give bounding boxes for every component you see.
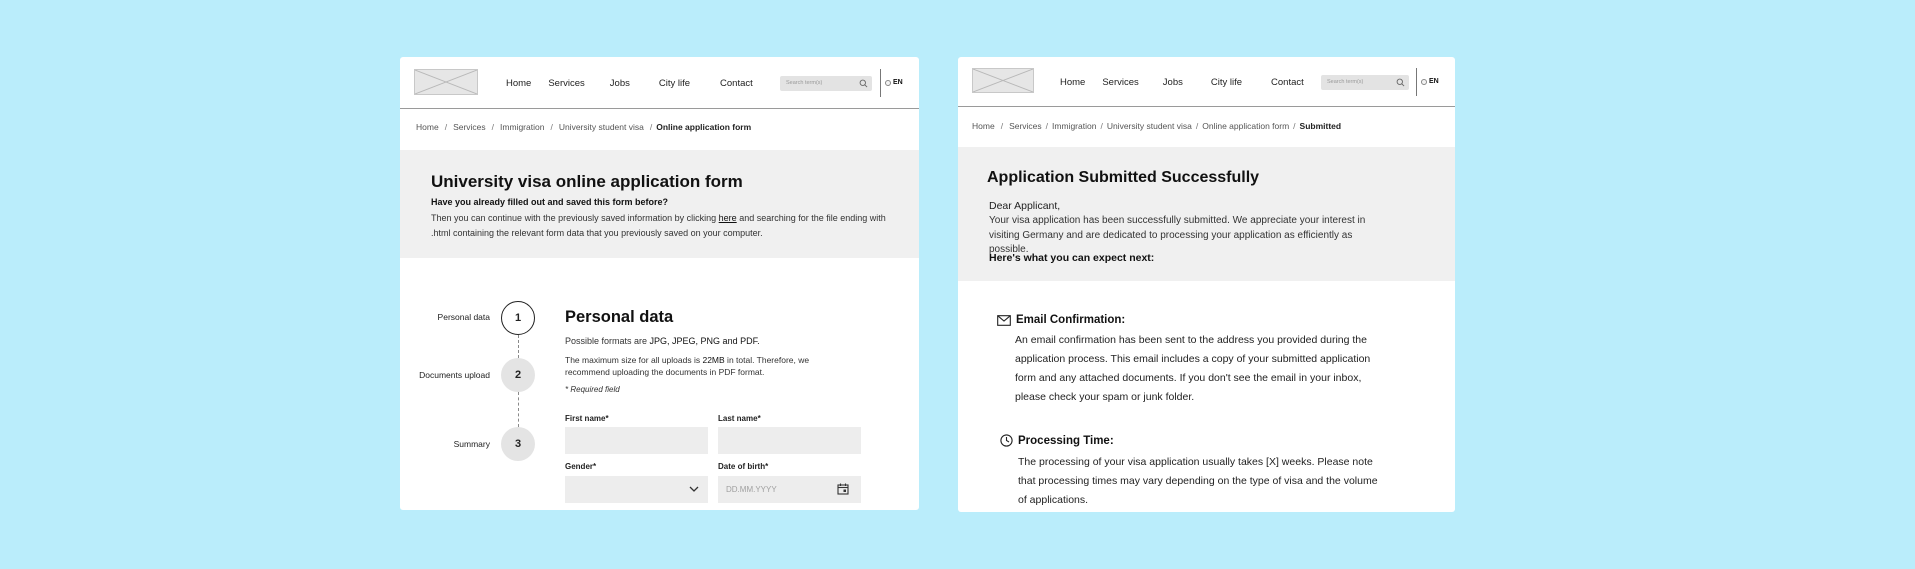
- intro-text-part2: and searching for the file ending with .html containing the relevant form data that you previously saved on your computer.: [431, 213, 886, 238]
- processing-time-title: Processing Time:: [1018, 434, 1114, 447]
- nav-home[interactable]: Home: [1060, 76, 1086, 88]
- step-2-circle[interactable]: 2: [501, 358, 535, 392]
- search-input[interactable]: [780, 76, 872, 91]
- breadcrumb: Home / Services / Immigration / University student visa / Online application form / Submitted: [972, 121, 1342, 131]
- calendar-icon[interactable]: [837, 483, 849, 495]
- breadcrumb-current: Online application form: [656, 122, 752, 132]
- breadcrumb-home[interactable]: Home: [972, 121, 995, 131]
- language-label: EN: [893, 79, 903, 86]
- step-connector: [518, 335, 519, 358]
- chevron-down-icon: [689, 486, 699, 493]
- email-confirmation-heading: [997, 314, 1125, 326]
- globe-icon: [885, 80, 891, 86]
- dob-placeholder: DD.MM.YYYY: [726, 485, 777, 494]
- language-selector[interactable]: [1421, 78, 1439, 85]
- clock-icon: [1000, 434, 1013, 447]
- breadcrumb: Home / Services / Immigration / University student visa / Online application form: [416, 122, 752, 132]
- header-divider: [1416, 68, 1417, 96]
- site-header: [400, 57, 919, 109]
- nav-jobs[interactable]: Jobs: [1162, 76, 1183, 88]
- nav-jobs[interactable]: Jobs: [609, 77, 630, 89]
- step-connector: [518, 392, 519, 427]
- breadcrumb-immigration[interactable]: Immigration: [500, 122, 545, 132]
- step-1-circle[interactable]: 1: [501, 301, 535, 335]
- site-header: [958, 57, 1455, 107]
- gender-select[interactable]: [565, 476, 708, 503]
- header-divider: [880, 69, 881, 97]
- logo-placeholder[interactable]: [972, 68, 1034, 93]
- saved-form-link[interactable]: here: [718, 213, 737, 223]
- formats-note: [565, 334, 760, 348]
- email-confirmation-title: Email Confirmation:: [1016, 314, 1126, 326]
- breadcrumb-student-visa[interactable]: University student visa: [1106, 121, 1192, 131]
- nav-contact[interactable]: Contact: [1271, 76, 1304, 88]
- intro-text-part1: Then you can continue with the previously saved information by clicking: [431, 213, 717, 223]
- first-name-label: First name*: [565, 414, 609, 423]
- logo-placeholder[interactable]: [414, 69, 478, 95]
- breadcrumb-current: Submitted: [1299, 121, 1342, 131]
- nav-services[interactable]: Services: [1102, 76, 1139, 88]
- envelope-icon: [997, 315, 1011, 326]
- breadcrumb-home[interactable]: Home: [416, 122, 439, 132]
- nav-city-life[interactable]: City life: [658, 77, 691, 89]
- email-confirmation-text: An email confirmation has been sent to the address you provided during the application process. This email includes a copy of your submitted application form and any attached documents. If you don't see the email in your inbox, please check your spam or junk folder.: [1015, 334, 1371, 403]
- main-nav: [506, 57, 753, 109]
- step-3-circle[interactable]: 3: [501, 427, 535, 461]
- dob-input[interactable]: [718, 476, 861, 503]
- search-placeholder: Search term(s): [1327, 79, 1364, 85]
- search-input[interactable]: [1321, 75, 1409, 90]
- breadcrumb-services[interactable]: Services: [1009, 121, 1042, 131]
- size-prefix: The maximum size for all uploads is: [565, 355, 703, 365]
- confirmation-text: Your visa application has been successfully submitted. We appreciate your interest in visiting Germany and are dedicated to processing your application as efficiently as possible.: [989, 215, 1366, 255]
- globe-icon: [1421, 79, 1427, 85]
- size-suffix: in total. Therefore, we recommend uploading the documents in PDF format.: [565, 355, 810, 377]
- next-steps-heading: Here's what you can expect next:: [989, 252, 1155, 264]
- nav-contact[interactable]: Contact: [720, 77, 753, 89]
- page-title: University visa online application form: [431, 172, 743, 191]
- required-note: * Required field: [565, 385, 620, 394]
- processing-time-text: The processing of your visa application usually takes [X] weeks. Please note that processing times may vary depending on the type of visa and the volume of applications.: [1018, 456, 1378, 506]
- submission-confirmation-panel: [958, 57, 1455, 512]
- first-name-input[interactable]: [565, 427, 708, 454]
- intro-text: [431, 211, 891, 241]
- formats-value: JPG, JPEG, PNG and PDF.: [649, 336, 760, 346]
- formats-prefix: Possible formats are: [565, 336, 650, 346]
- search-placeholder: Search term(s): [786, 80, 823, 86]
- step-label-summary: Summary: [453, 439, 490, 449]
- breadcrumb-student-visa[interactable]: University student visa: [558, 122, 644, 132]
- last-name-input[interactable]: [718, 427, 861, 454]
- search-icon[interactable]: [859, 79, 868, 88]
- breadcrumb-application-form[interactable]: Online application form: [1202, 121, 1290, 131]
- main-nav: [1060, 57, 1304, 107]
- language-label: EN: [1429, 78, 1439, 85]
- application-form-panel: [400, 57, 919, 510]
- language-selector[interactable]: [885, 79, 903, 86]
- intro-subtitle: Have you already filled out and saved this form before?: [431, 197, 669, 207]
- breadcrumb-services[interactable]: Services: [453, 122, 486, 132]
- gender-label: Gender*: [565, 462, 597, 471]
- size-value: 22MB: [702, 355, 725, 365]
- section-title: Personal data: [565, 308, 674, 326]
- last-name-label: Last name*: [718, 414, 761, 423]
- dob-label: Date of birth*: [718, 462, 769, 471]
- nav-city-life[interactable]: City life: [1210, 76, 1243, 88]
- confirmation-intro: [958, 147, 1455, 281]
- intro-section: [400, 150, 919, 258]
- step-label-personal-data: Personal data: [437, 312, 490, 322]
- nav-services[interactable]: Services: [548, 77, 585, 89]
- step-label-documents-upload: Documents upload: [419, 370, 490, 380]
- greeting: Dear Applicant,: [989, 200, 1061, 212]
- processing-time-heading: [1000, 434, 1114, 447]
- size-note: [565, 354, 835, 378]
- search-icon[interactable]: [1396, 78, 1405, 87]
- nav-home[interactable]: Home: [506, 77, 532, 89]
- page-title: Application Submitted Successfully: [987, 169, 1260, 186]
- breadcrumb-immigration[interactable]: Immigration: [1052, 121, 1097, 131]
